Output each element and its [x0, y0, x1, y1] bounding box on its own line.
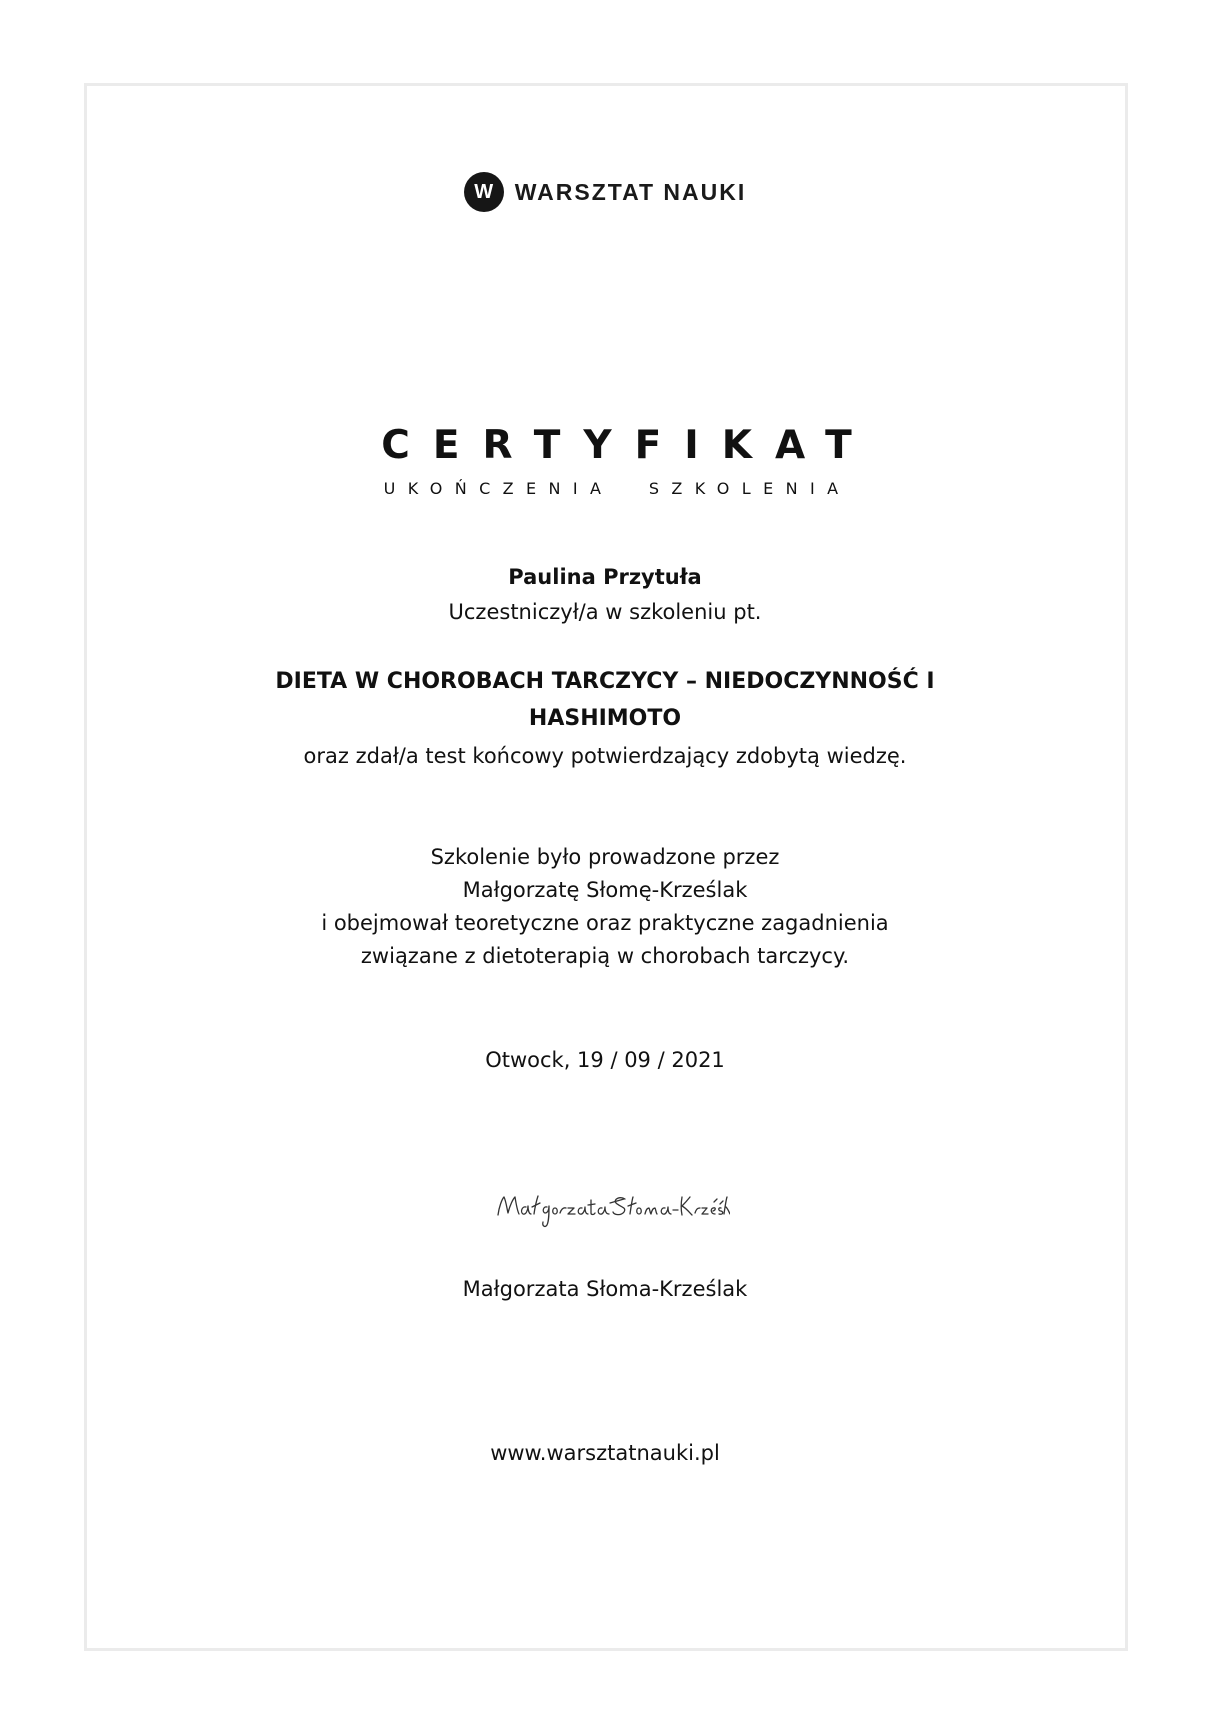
description-line-3: i obejmował teoretyczne oraz praktyczne zagadnienia	[321, 911, 889, 935]
test-note: oraz zdał/a test końcowy potwierdzający zdobytą wiedzę.	[303, 744, 907, 768]
course-title-line-1: DIETA W CHOROBACH TARCZYCY – NIEDOCZYNNOŚĆ I	[275, 669, 935, 694]
course-title-line-2: HASHIMOTO	[528, 706, 682, 731]
participant-name: Paulina Przytuła	[508, 565, 702, 589]
description-line-4: związane z dietoterapią w chorobach tarczycy.	[360, 944, 850, 968]
signature-image	[490, 1185, 730, 1235]
logo	[0, 170, 1210, 214]
participant-intro: Uczestniczył/a w szkoleniu pt.	[448, 600, 762, 624]
website-url: www.warsztatnauki.pl	[490, 1441, 720, 1465]
certificate-title: CERTYFIKAT	[381, 423, 875, 468]
description-line-1: Szkolenie było prowadzone przez	[430, 845, 780, 869]
description-line-2: Małgorzatę Słomę-Krześlak	[462, 878, 748, 902]
logo-mark: W	[464, 172, 504, 212]
logo-text: WARSZTAT NAUKI	[514, 178, 747, 205]
place-date: Otwock, 19 / 09 / 2021	[485, 1048, 725, 1072]
course-title	[0, 663, 1210, 737]
certificate-subtitle: UKOŃCZENIA SZKOLENIA	[383, 479, 851, 498]
signatory-name: Małgorzata Słoma-Krześlak	[462, 1277, 748, 1301]
